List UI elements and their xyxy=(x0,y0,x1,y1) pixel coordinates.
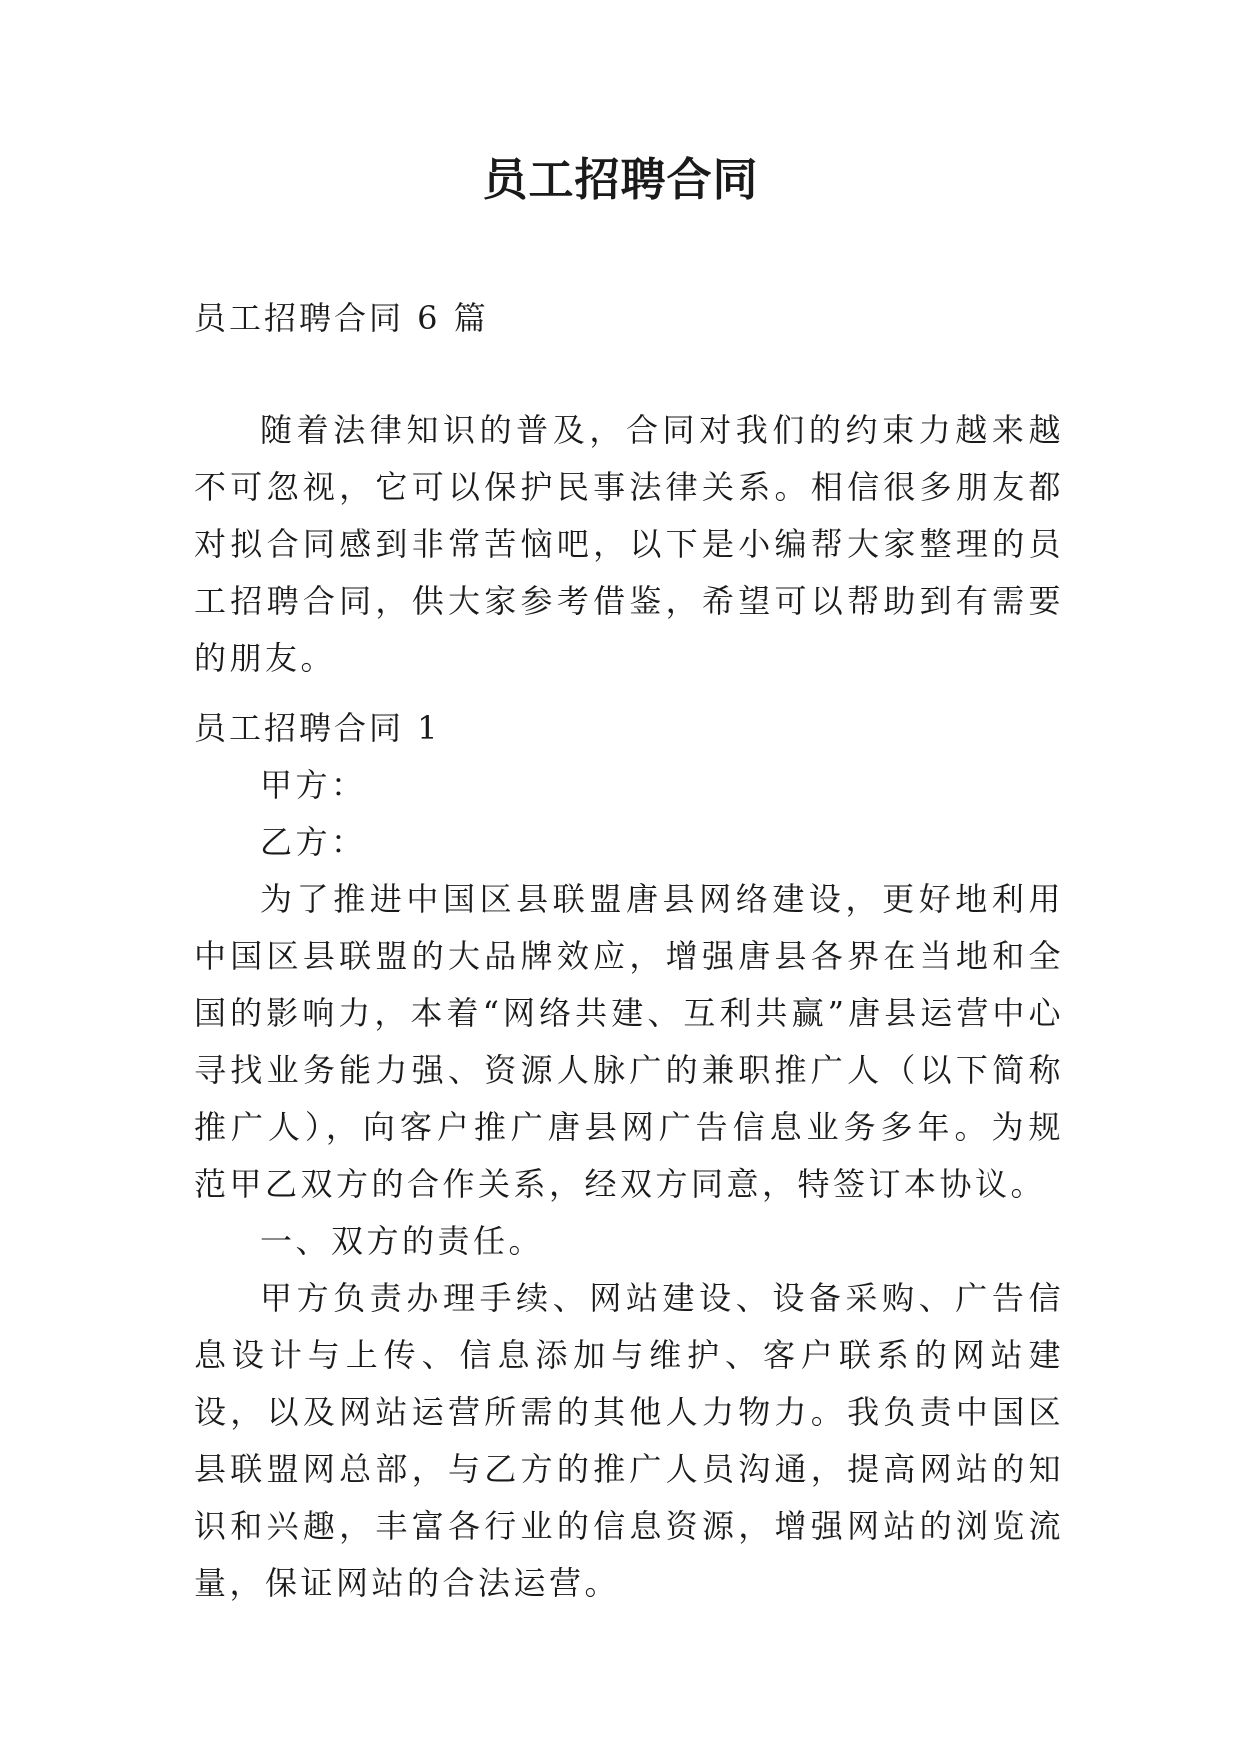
contract-body xyxy=(194,757,1064,1612)
intro-paragraph: 随着法律知识的普及，合同对我们的约束力越来越不可忽视，它可以保护民事法律关系。相信很多朋友都对拟合同感到非常苦恼吧，以下是小编帮大家整理的员工招聘合同，供大家参考借鉴，希望可以帮助到有需要的朋友。 xyxy=(194,411,1064,677)
clause-heading: 一、双方的责任。 xyxy=(260,1222,545,1260)
party-b-line: 乙方： xyxy=(260,823,367,861)
party-a-line: 甲方： xyxy=(260,766,367,804)
document-title: 员工招聘合同 xyxy=(482,153,759,206)
clause-paragraph: 甲方负责办理手续、网站建设、设备采购、广告信息设计与上传、信息添加与维护、客户联系的网站建设，以及网站运营所需的其他人力物力。我负责中国区县联盟网总部，与乙方的推广人员沟通，提高网站的知识和兴趣，丰富各行业的信息资源，增强网站的浏览流量，保证网站的合法运营。 xyxy=(194,1279,1064,1602)
section-heading: 员工招聘合同 1 xyxy=(194,709,441,747)
document-subtitle: 员工招聘合同 6 篇 xyxy=(194,299,489,337)
intro-section xyxy=(194,402,1064,687)
contract-paragraph: 为了推进中国区县联盟唐县网络建设，更好地利用中国区县联盟的大品牌效应，增强唐县各界在当地和全国的影响力，本着“网络共建、互利共赢”唐县运营中心寻找业务能力强、资源人脉广的兼职推广人（以下简称推广人），向客户推广唐县网广告信息业务多年。为规范甲乙双方的合作关系，经双方同意，特签订本协议。 xyxy=(194,880,1064,1203)
